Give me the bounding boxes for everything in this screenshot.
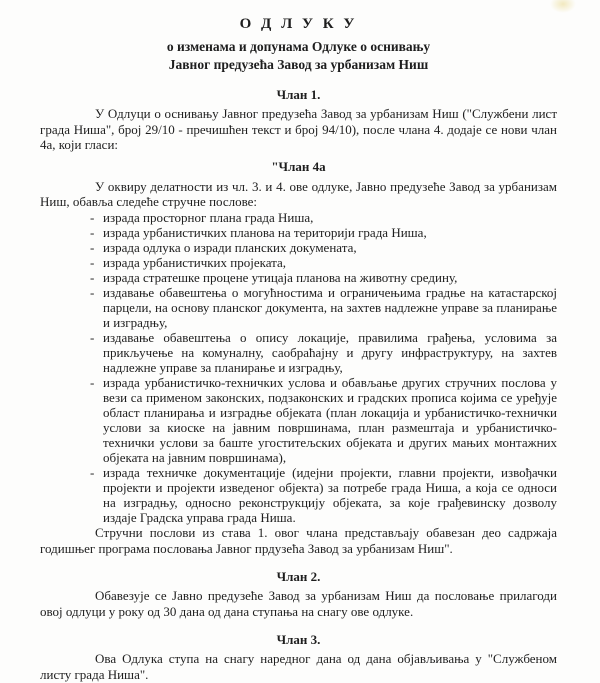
task-list	[40, 210, 557, 525]
task-text: израда просторног плана града Ниша,	[103, 209, 314, 225]
task-text: израда урбанистичко-техничких услова и обављање других стручних послова у вези са применом законских, подзаконских и градских прописа којима се уређује област планирања и изградње објеката (план локација и урбанистичко-технички услови за киоске на јавним површинама, план размештаја и урбанистичко-технички услови за баште угоститељских објеката и других мањих монтажних објеката на јавним површинама),	[103, 374, 557, 465]
article-4a-intro: У оквиру делатности из чл. 3. и 4. ове одлуке, Јавно предузеће Завод за урбанизам Ниш, обавља следеће стручне послове:	[40, 178, 557, 210]
task-item	[90, 375, 557, 465]
task-text: израда одлука о изради планских докумената,	[103, 239, 357, 255]
article-1-paragraph: У Одлуци о оснивању Јавног предузећа Завод за урбанизам Ниш ("Службени лист града Ниша", број 29/10 - пречишћен текст и број 94/10), после члана 4. додаје се нови члан 4а, који гласи:	[40, 106, 557, 153]
bullet-dash: -	[90, 284, 95, 300]
task-item	[90, 465, 557, 525]
task-text: израда урбанистичких пројеката,	[103, 254, 287, 270]
article-4a-subheading: "Члан 4а	[271, 158, 326, 174]
task-item	[90, 225, 557, 240]
task-item	[90, 255, 557, 270]
task-text: израда техничке документације (идејни пројекти, главни пројекти, извођачки пројекти и пројекти изведеног објекта) за потребе града Ниша, а која се односи на изградњу, односно реконструкцију објеката, за које грађевинску дозволу издаје Градска управа града Ниша.	[103, 464, 557, 525]
article-1-heading: Члан 1.	[276, 87, 321, 102]
task-item	[90, 330, 557, 375]
document-subtitle-line1: о изменама и допунама Одлуке о оснивању	[166, 39, 431, 54]
article-3-heading: Члан 3.	[276, 632, 321, 648]
article-2-heading: Члан 2.	[276, 569, 321, 585]
bullet-dash: -	[90, 374, 95, 390]
bullet-dash: -	[90, 224, 95, 240]
bullet-dash: -	[90, 254, 95, 270]
bullet-dash: -	[90, 464, 95, 480]
bullet-dash: -	[90, 239, 95, 255]
bullet-dash: -	[90, 329, 95, 345]
document-title: О Д Л У К У	[239, 16, 358, 32]
bullet-dash: -	[90, 269, 95, 285]
task-item	[90, 270, 557, 285]
task-item	[90, 240, 557, 255]
article-3-paragraph: Ова Одлука ступа на снагу наредног дана од дана објављивања у "Службеном листу града Ниша".	[40, 651, 557, 682]
document-subtitle-line2: Јавног предузећа Завод за урбанизам Ниш	[168, 57, 429, 72]
task-item	[90, 285, 557, 330]
task-text: издавање обавештења о могућностима и ограничењима градње на катастарској парцели, на основу планског документа, на захтев надлежне управе за планирање и изградњу,	[103, 284, 557, 330]
task-text: израда урбанистичких планова на територији града Ниша,	[103, 224, 427, 240]
article-1-closing: Стручни послови из става 1. овог члана представљају обавезан део садржаја годишњег програма пословања Јавног прдузећа Завод за урбанизам Ниш".	[40, 524, 557, 556]
task-item	[90, 210, 557, 225]
bullet-dash: -	[90, 209, 95, 225]
task-text: израда стратешке процене утицаја планова на животну средину,	[103, 269, 458, 285]
task-text: издавање обавештења о опису локације, правилима грађења, условима за прикључење на комуналну, саобраћајну и другу инфраструктуру, на захтев надлежне управе за планирање и изградњу,	[103, 329, 557, 375]
article-2-paragraph: Обавезује се Јавно предузеће Завод за урбанизам Ниш да пословање прилагоди овој одлуци у року од 30 дана од дана ступања на снагу ове одлуке.	[40, 588, 557, 619]
scan-smudge-artifact	[550, 0, 576, 13]
